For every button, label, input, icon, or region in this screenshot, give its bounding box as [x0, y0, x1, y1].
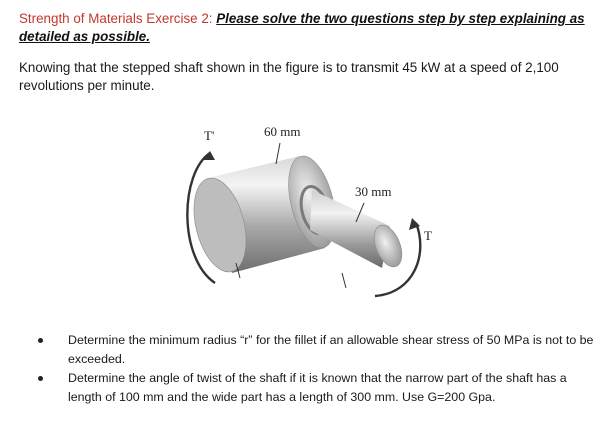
problem-statement: Knowing that the stepped shaft shown in the figure is to transmit 45 kW at a speed of 2,100 revolutions per minute. [19, 60, 559, 93]
torque-arrowhead-left [202, 151, 215, 160]
exercise-title: Strength of Materials Exercise 2: [19, 11, 213, 26]
torque-label-right: T [424, 228, 432, 243]
leader-large-diameter [276, 143, 280, 164]
question-list [36, 331, 596, 407]
exercise-instruction: Please solve the two questions step by step explaining as detailed as possible. [19, 11, 585, 44]
stepped-shaft-figure [160, 118, 460, 308]
question-item [36, 331, 596, 369]
question-text: Determine the minimum radius “r” for the fillet if an allowable shear stress of 50 MPa is not to be exceeded. [68, 333, 594, 366]
bullet-icon [38, 376, 43, 381]
torque-label-left: T' [204, 128, 215, 143]
exercise-heading [19, 10, 594, 46]
question-text: Determine the angle of twist of the shaft if it is known that the narrow part of the shaft has a length of 100 mm and the wide part has a length of 300 mm. Use G=200 Gpa. [68, 371, 567, 404]
large-diameter-label: 60 mm [264, 124, 301, 139]
question-item [36, 369, 596, 407]
stepped-shaft-drawing [160, 118, 460, 308]
small-diameter-label: 30 mm [355, 184, 392, 199]
bullet-icon [38, 338, 43, 343]
